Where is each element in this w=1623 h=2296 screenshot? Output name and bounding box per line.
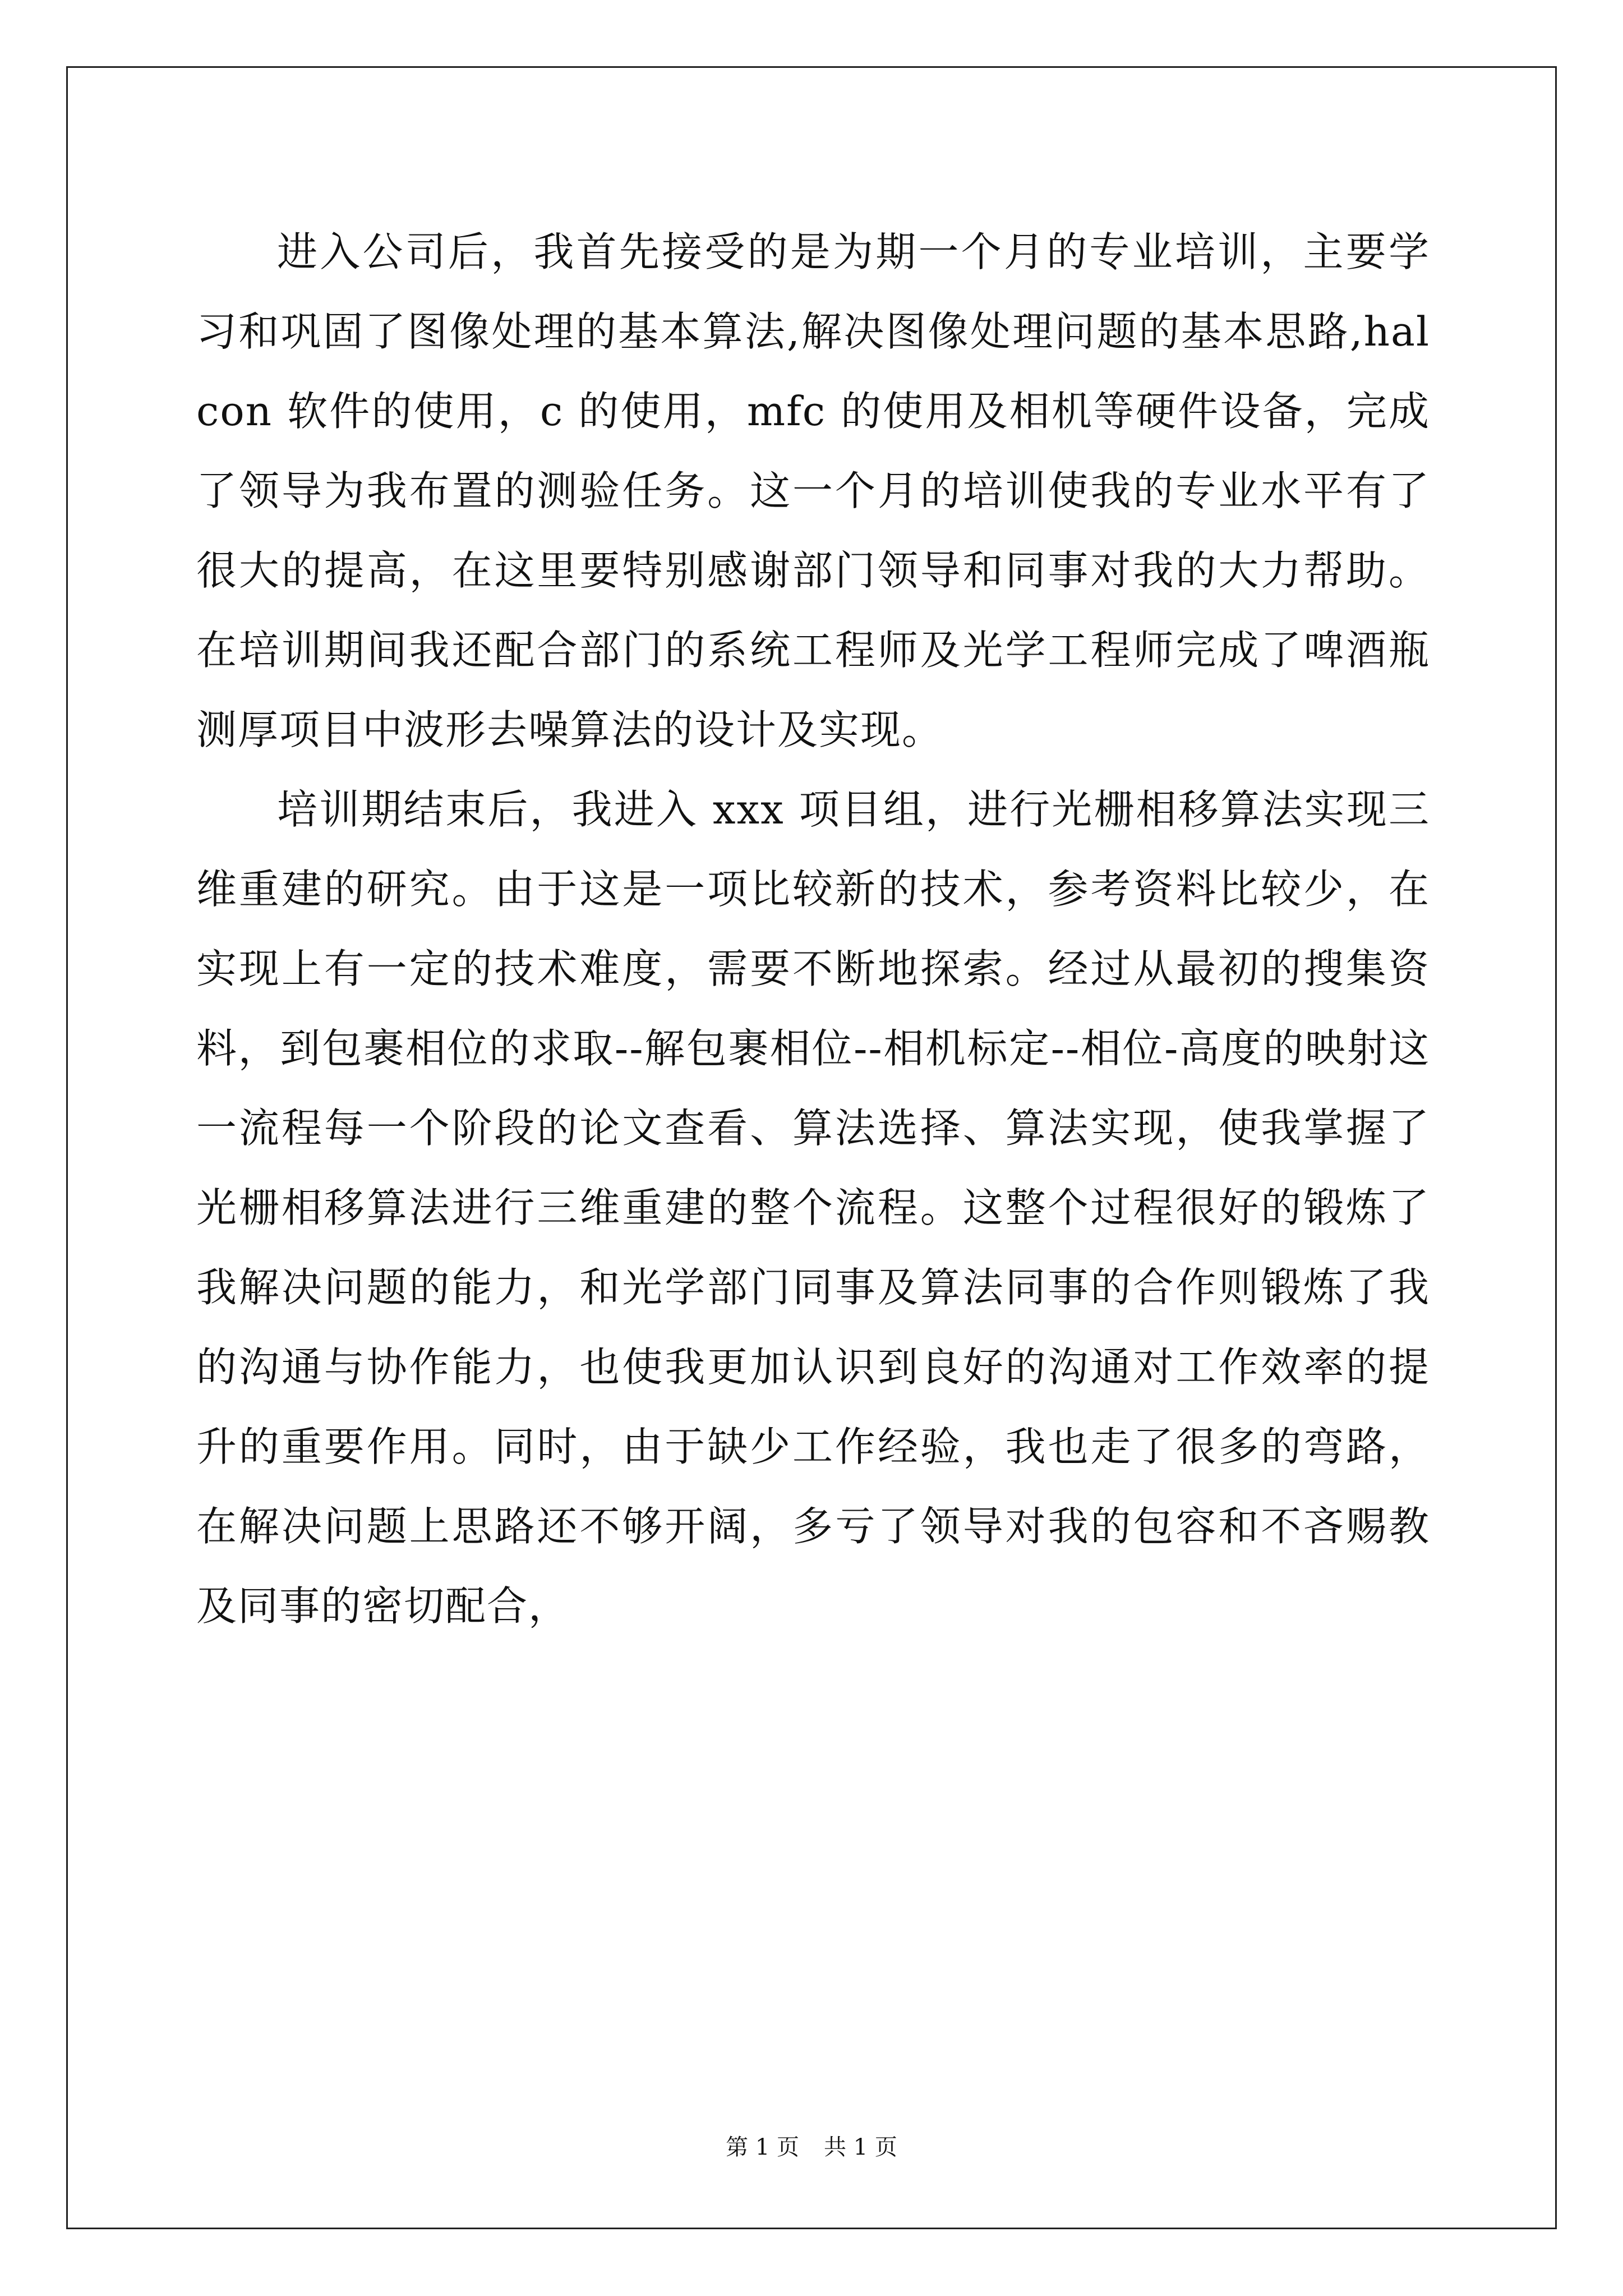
paragraph: 进入公司后，我首先接受的是为期一个月的专业培训，主要学习和巩固了图像处理的基本算法,解决图像处理问题的基本思路,halcon 软件的使用，c 的使用，mfc 的使用及相机等硬件设备，完成了领导为我布置的测验任务。这一个月的培训使我的专业水平有了很大的提高，在这里要特别感谢部门领导和同事对我的大力帮助。在培训期间我还配合部门的系统工程师及光学工程师完成了啤酒瓶测厚项目中波形去噪算法的设计及实现。 (196, 228, 1430, 753)
page-footer (0, 2132, 1623, 2163)
document-body (196, 212, 1430, 1646)
page-number: 第 1 页 (726, 2134, 799, 2160)
page-total: 共 1 页 (824, 2134, 897, 2160)
paragraph: 培训期结束后，我进入 xxx 项目组，进行光栅相移算法实现三维重建的研究。由于这是一项比较新的技术，参考资料比较少，在实现上有一定的技术难度，需要不断地探索。经过从最初的搜集资料，到包裹相位的求取--解包裹相位--相机标定--相位-高度的映射这一流程每一个阶段的论文查看、算法选择、算法实现，使我掌握了光栅相移算法进行三维重建的整个流程。这整个过程很好的锻炼了我解决问题的能力，和光学部门同事及算法同事的合作则锻炼了我的沟通与协作能力，也使我更加认识到良好的沟通对工作效率的提升的重要作用。同时，由于缺少工作经验，我也走了很多的弯路，在解决问题上思路还不够开阔，多亏了领导对我的包容和不吝赐教及同事的密切配合， (196, 786, 1430, 1630)
